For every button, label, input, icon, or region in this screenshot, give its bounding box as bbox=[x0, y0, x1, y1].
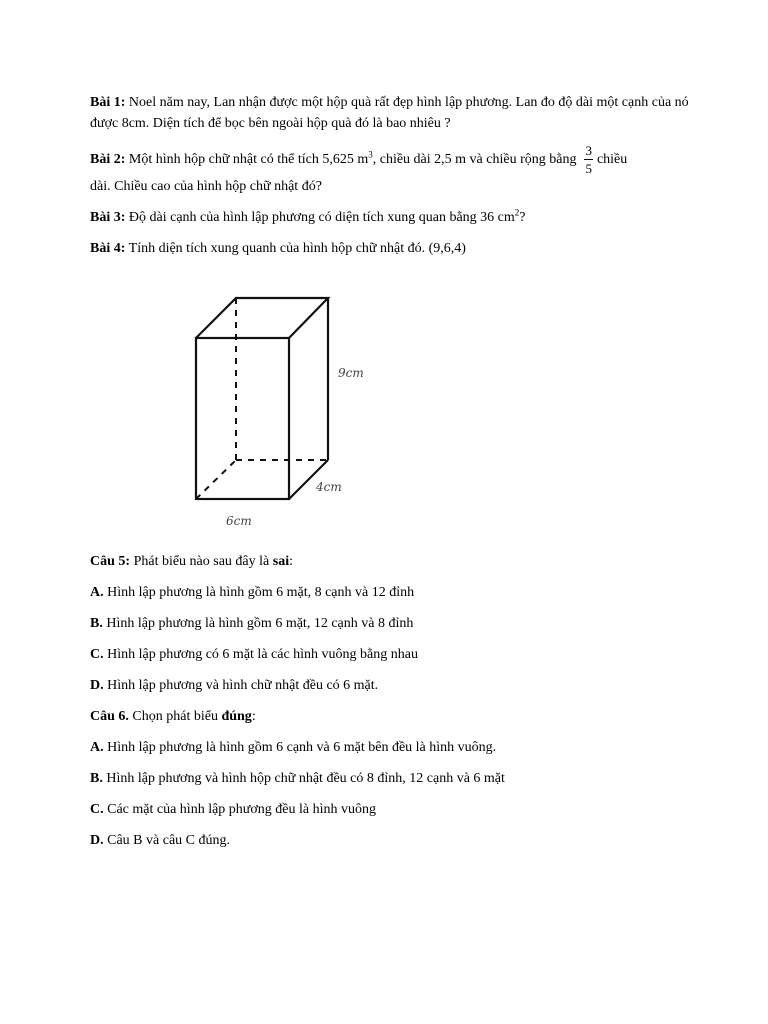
option-letter: D. bbox=[90, 678, 104, 693]
option-letter: A. bbox=[90, 740, 104, 755]
top-face bbox=[196, 298, 328, 338]
front-face bbox=[196, 338, 289, 499]
hidden-depth-edge bbox=[196, 460, 236, 499]
cau-5-option-d bbox=[90, 675, 690, 696]
bai-3-label: Bài 3: bbox=[90, 210, 126, 225]
bai-2 bbox=[90, 144, 690, 176]
fraction-denominator: 5 bbox=[585, 161, 592, 176]
bai-4 bbox=[90, 238, 690, 259]
box-figure bbox=[180, 282, 370, 542]
document-body bbox=[90, 92, 690, 259]
option-letter: A. bbox=[90, 585, 104, 600]
cau-6-text-b: : bbox=[251, 709, 256, 724]
bai-1-label: Bài 1: bbox=[90, 95, 126, 110]
cau-5-option-c bbox=[90, 644, 690, 665]
bai-1-text: Noel năm nay, Lan nhận được một hộp quà rất đẹp hình lập phương. Lan đo độ dài một cạnh của nó được 8cm. Diện tích để bọc bên ngoài hộp quà đó là bao nhiêu ? bbox=[90, 95, 689, 131]
cau-6-option-c bbox=[90, 799, 690, 820]
fraction bbox=[584, 144, 593, 176]
cau-6 bbox=[90, 706, 690, 727]
questions-section bbox=[90, 551, 690, 861]
cau-5 bbox=[90, 551, 690, 572]
width-label: 6cm bbox=[226, 514, 252, 528]
cau-5-option-a bbox=[90, 582, 690, 603]
option-text: Hình lập phương là hình gồm 6 mặt, 12 cạnh và 8 đỉnh bbox=[102, 616, 414, 631]
option-text: Hình lập phương và hình chữ nhật đều có 6 mặt. bbox=[103, 678, 379, 693]
cau-6-option-a bbox=[90, 737, 690, 758]
option-text: Câu B và câu C đúng. bbox=[103, 833, 230, 848]
cau-6-option-d bbox=[90, 830, 690, 851]
cau-5-text-b: : bbox=[289, 554, 293, 569]
cau-6-text-a: Chọn phát biểu bbox=[128, 709, 222, 724]
bai-3-text-b: ? bbox=[519, 210, 526, 225]
option-letter: C. bbox=[90, 802, 104, 817]
fraction-numerator: 3 bbox=[585, 143, 592, 158]
option-text: Hình lập phương và hình hộp chữ nhật đều có 8 đỉnh, 12 cạnh và 6 mặt bbox=[102, 771, 505, 786]
bai-3 bbox=[90, 207, 690, 228]
bai-4-label: Bài 4: bbox=[90, 241, 126, 256]
bai-1 bbox=[90, 92, 690, 134]
bai-2-text-a: Một hình hộp chữ nhật có thể tích 5,625 m bbox=[125, 152, 369, 168]
bai-2-text-b: , chiều dài 2,5 m và chiều rộng bằng bbox=[372, 152, 577, 168]
cau-5-emph: sai bbox=[272, 554, 290, 569]
cau-5-label: Câu 5: bbox=[90, 554, 131, 569]
option-text: Hình lập phương là hình gồm 6 cạnh và 6 mặt bên đều là hình vuông. bbox=[103, 740, 497, 755]
bai-2-sup: 3 bbox=[368, 149, 373, 160]
bai-3-sup: 2 bbox=[514, 207, 520, 218]
option-letter: D. bbox=[90, 833, 104, 848]
cau-6-label: Câu 6. bbox=[90, 709, 129, 724]
height-label: 9cm bbox=[338, 366, 364, 380]
bai-4-text: Tính diện tích xung quanh của hình hộp chữ nhật đó. (9,6,4) bbox=[125, 241, 466, 256]
bai-3-text-a: Độ dài cạnh của hình lập phương có diện tích xung quan bằng 36 cm bbox=[125, 210, 515, 225]
cau-6-emph: đúng bbox=[221, 709, 252, 724]
bai-2-cont bbox=[90, 176, 690, 197]
cau-5-option-b bbox=[90, 613, 690, 634]
bai-2-text-c: chiều bbox=[596, 152, 628, 168]
depth-label: 4cm bbox=[316, 480, 342, 494]
option-letter: C. bbox=[90, 647, 104, 662]
bai-2-text-d: dài. Chiều cao của hình hộp chữ nhật đó? bbox=[90, 179, 322, 194]
bai-2-label: Bài 2: bbox=[90, 152, 126, 168]
option-text: Hình lập phương là hình gồm 6 mặt, 8 cạnh và 12 đỉnh bbox=[103, 585, 415, 600]
option-text: Các mặt của hình lập phương đều là hình vuông bbox=[103, 802, 377, 817]
cuboid-diagram bbox=[180, 282, 370, 542]
cau-5-text-a: Phát biểu nào sau đây là bbox=[130, 554, 273, 569]
cau-6-option-b bbox=[90, 768, 690, 789]
option-letter: B. bbox=[90, 616, 103, 631]
option-letter: B. bbox=[90, 771, 103, 786]
option-text: Hình lập phương có 6 mặt là các hình vuông bằng nhau bbox=[103, 647, 418, 662]
